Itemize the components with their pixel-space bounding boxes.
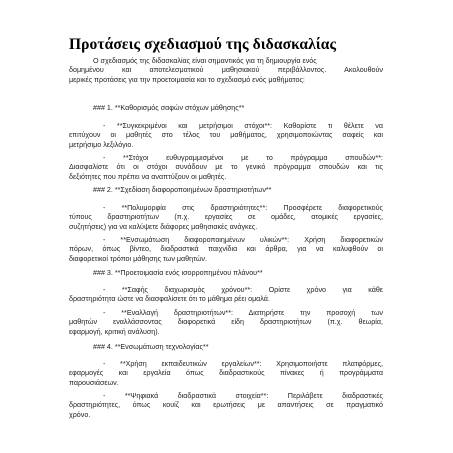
item-line: - **Χρήση εκπαιδευτικών εργαλείων**: Χρησιμοποιήστε πλατφόρμες, <box>103 360 383 368</box>
item-line: παρουσιάσεων. <box>69 378 119 387</box>
section-item <box>69 360 383 388</box>
item-line: τύπους δραστηριοτήτων (π.χ. εργασίες σε ομάδες, ατομικές εργασίες, <box>69 213 383 222</box>
section-item <box>69 392 383 420</box>
item-line: συζητήσεις) για να καλύψετε διάφορες μαθησιακές ανάγκες. <box>69 222 258 231</box>
intro-line: μερικές προτάσεις για την προετοιμασία και το σχεδιασμό ενός μαθήματος: <box>69 75 305 84</box>
item-line: Διασφαλίστε ότι οι στόχοι συνάδουν με το γενικό πρόγραμμα σπουδών και τις <box>69 163 383 172</box>
item-line: πόρων, όπως βίντεο, διαδραστικά παιχνίδια και άρθρα, για να καλυφθούν οι <box>69 245 383 254</box>
item-line: χρόνο. <box>69 410 91 419</box>
item-line: διαφορετικοί τρόποι μάθησης των μαθητών. <box>69 254 207 263</box>
section-heading: ### 1. **Καθορισμός σαφών στόχων μάθησης** <box>93 104 245 112</box>
section-item <box>69 236 383 264</box>
document-title: Προτάσεις σχεδιασμού της διδασκαλίας <box>69 36 337 53</box>
section-item <box>69 286 383 305</box>
item-line: - **Στόχοι ευθυγραμμισμένοι με το πρόγραμμα σπουδών**: <box>103 154 383 162</box>
item-line: - **Συγκεκριμένοι και μετρήσιμοι στόχοι**: Καθορίστε τι θέλετε να <box>103 122 383 130</box>
intro-line: Ο σχεδιασμός της διδασκαλίας είναι σημαντικός για τη δημιουργία ενός <box>93 57 317 65</box>
item-line: - **Πολυμορφία στις δραστηριότητες**: Προσφέρετε διαφορετικούς <box>103 204 383 212</box>
item-line: επιτύχουν οι μαθητές στο τέλος του μαθήματος, χρησιμοποιώντας σαφείς και <box>69 131 383 140</box>
item-line: εφαρμογή, κριτική ανάλυση). <box>69 327 160 336</box>
item-line: δεξιότητες που πρέπει να αναπτύξουν οι μαθητές. <box>69 172 227 181</box>
item-line: - **Ψηφιακά διαδραστικά στοιχεία**: Περιλάβετε διαδραστικές <box>103 392 383 400</box>
item-line: δραστηριότητα ώστε να διασφαλίσετε ότι το μάθημα ρέει ομαλά. <box>69 295 270 304</box>
section-item <box>69 122 383 150</box>
item-line: δραστηριότητες, όπως κουίζ και ερωτήσεις με απαντήσεις σε πραγματικό <box>69 401 383 410</box>
intro-paragraph <box>69 57 383 85</box>
intro-line: δομημένου και αποτελεσματικού μαθησιακού περιβάλλοντος. Ακολουθούν <box>69 66 383 75</box>
section-heading: ### 3. **Προετοιμασία ενός ισορροπημένου πλάνου** <box>93 269 263 277</box>
item-line: μαθητών εναλλάσσοντας διαφορετικά είδη δραστηριοτήτων (π.χ. θεωρία, <box>69 318 383 327</box>
section-item <box>69 154 383 182</box>
item-line: - **Εναλλαγή δραστηριοτήτων**: Διατηρήστε την προσοχή των <box>103 309 383 317</box>
section-heading: ### 2. **Σχεδίαση διαφοροποιημένων δραστηριοτήτων** <box>93 186 272 194</box>
item-line: εφαρμογές και εργαλεία όπως διαδραστικούς πίνακες ή προγράμματα <box>69 369 383 378</box>
item-line: - **Σαφής διαχωρισμός χρόνου**: Ορίστε χρόνο για κάθε <box>103 286 383 294</box>
section-item <box>69 204 383 232</box>
section-heading: ### 4. **Ενσωμάτωση τεχνολογίας** <box>93 343 209 351</box>
item-line: - **Ενσωμάτωση διαφοροποιημένων υλικών**: Χρήση διαφορετικών <box>103 236 383 244</box>
section-item <box>69 309 383 337</box>
item-line: μετρήσιμο λεξιλόγιο. <box>69 140 134 149</box>
